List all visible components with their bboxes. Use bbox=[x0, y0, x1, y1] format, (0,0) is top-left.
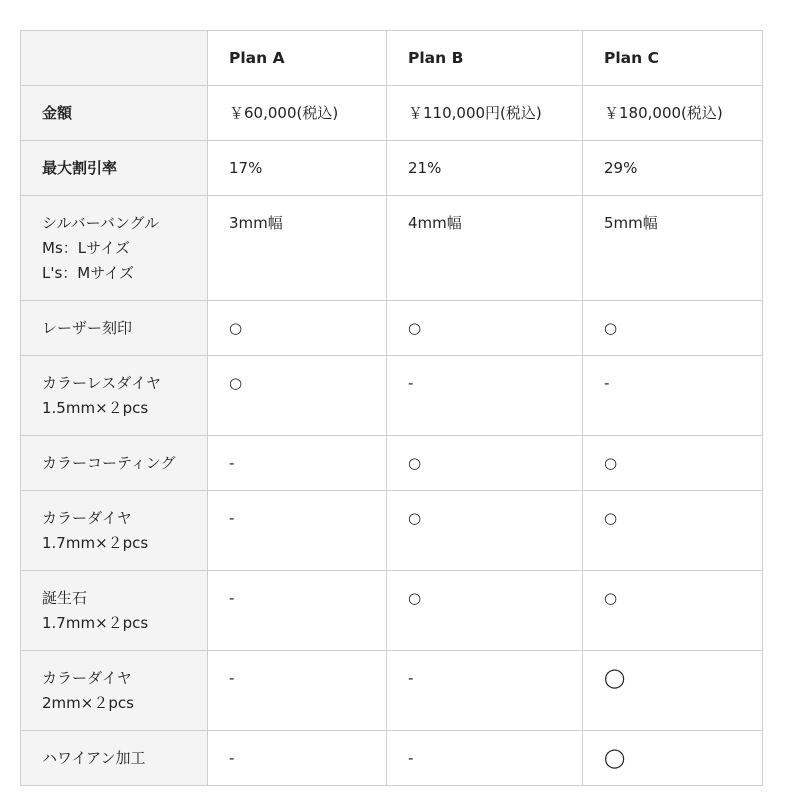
plan-c-value: ￥180,000(税込) bbox=[583, 86, 763, 141]
plan-b-value: - bbox=[387, 356, 583, 436]
table-row bbox=[21, 196, 763, 301]
plan-b-value: ￥110,000円(税込) bbox=[387, 86, 583, 141]
table-row bbox=[21, 301, 763, 356]
plan-a-value: - bbox=[208, 436, 387, 491]
table-row bbox=[21, 86, 763, 141]
plan-b-value: ○ bbox=[387, 491, 583, 571]
plan-b-value: 21% bbox=[387, 141, 583, 196]
table-row bbox=[21, 436, 763, 491]
plan-c-header: Plan C bbox=[583, 31, 763, 86]
row-label-line: 1.7mm×２pcs bbox=[42, 534, 149, 552]
plan-c-value: - bbox=[583, 356, 763, 436]
row-label bbox=[21, 571, 208, 651]
table-row bbox=[21, 356, 763, 436]
plan-a-value: ￥60,000(税込) bbox=[208, 86, 387, 141]
row-label bbox=[21, 196, 208, 301]
row-label-line: L's：Mサイズ bbox=[42, 264, 135, 282]
row-label-line: 1.5mm×２pcs bbox=[42, 399, 149, 417]
plan-c-value: ◯ bbox=[583, 651, 763, 731]
table-row bbox=[21, 571, 763, 651]
plan-b-value: ○ bbox=[387, 571, 583, 651]
plan-b-value: - bbox=[387, 731, 583, 786]
row-label bbox=[21, 141, 208, 196]
plan-a-value: ○ bbox=[208, 356, 387, 436]
plan-comparison-table bbox=[20, 30, 763, 786]
row-label-line: カラーダイヤ bbox=[42, 669, 132, 687]
plan-a-value: ○ bbox=[208, 301, 387, 356]
row-label bbox=[21, 356, 208, 436]
row-label-line: 1.7mm×２pcs bbox=[42, 614, 149, 632]
table-row bbox=[21, 651, 763, 731]
plan-a-header: Plan A bbox=[208, 31, 387, 86]
row-label bbox=[21, 436, 208, 491]
corner-cell bbox=[21, 31, 208, 86]
plan-c-value: ○ bbox=[583, 301, 763, 356]
plan-c-value: 29% bbox=[583, 141, 763, 196]
table-row bbox=[21, 141, 763, 196]
plan-c-value: ○ bbox=[583, 491, 763, 571]
row-label-line: Ms：Lサイズ bbox=[42, 239, 130, 257]
plan-a-value: - bbox=[208, 731, 387, 786]
plan-c-value: 5mm幅 bbox=[583, 196, 763, 301]
row-label-line: 2mm×２pcs bbox=[42, 694, 134, 712]
row-label bbox=[21, 301, 208, 356]
plan-a-value: - bbox=[208, 651, 387, 731]
plan-a-value: - bbox=[208, 571, 387, 651]
row-label bbox=[21, 651, 208, 731]
row-label bbox=[21, 731, 208, 786]
plan-a-value: - bbox=[208, 491, 387, 571]
header-row bbox=[21, 31, 763, 86]
row-label bbox=[21, 86, 208, 141]
table-row bbox=[21, 491, 763, 571]
row-label-line: シルバーバングル bbox=[42, 214, 160, 232]
plan-b-value: - bbox=[387, 651, 583, 731]
plan-b-value: ○ bbox=[387, 436, 583, 491]
row-label bbox=[21, 491, 208, 571]
row-label-line: カラーコーティング bbox=[42, 454, 176, 472]
row-label-line: 最大割引率 bbox=[42, 159, 118, 177]
row-label-line: カラーダイヤ bbox=[42, 509, 132, 527]
row-label-line: カラーレスダイヤ bbox=[42, 374, 161, 392]
row-label-line: ハワイアン加工 bbox=[42, 749, 146, 767]
row-label-line: レーザー刻印 bbox=[42, 319, 133, 337]
plan-c-value: ◯ bbox=[583, 731, 763, 786]
plan-c-value: ○ bbox=[583, 436, 763, 491]
plan-b-value: 4mm幅 bbox=[387, 196, 583, 301]
plan-a-value: 3mm幅 bbox=[208, 196, 387, 301]
plan-b-header: Plan B bbox=[387, 31, 583, 86]
plan-a-value: 17% bbox=[208, 141, 387, 196]
plan-b-value: ○ bbox=[387, 301, 583, 356]
row-label-line: 誕生石 bbox=[42, 589, 88, 607]
row-label-line: 金額 bbox=[42, 104, 73, 122]
plan-c-value: ○ bbox=[583, 571, 763, 651]
table-row bbox=[21, 731, 763, 786]
